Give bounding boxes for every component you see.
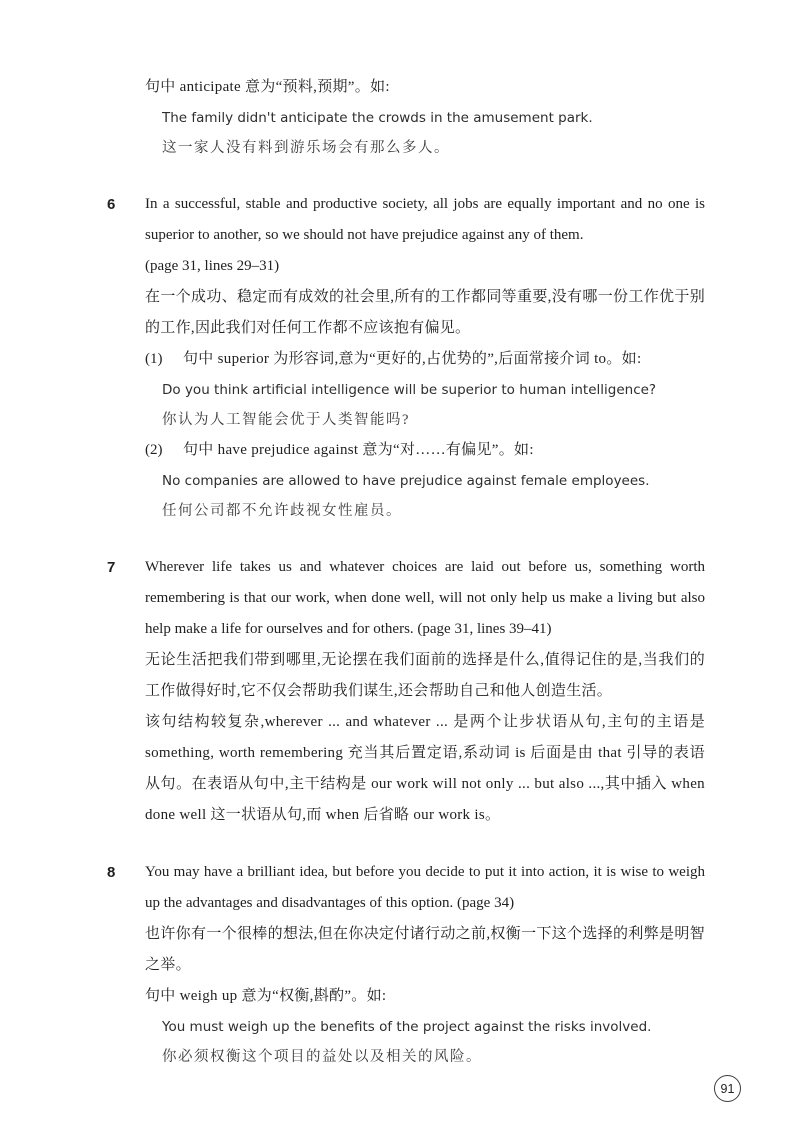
- item-number: 6: [107, 196, 116, 213]
- item-structure-analysis: 该句结构较复杂,wherever ... and whatever ... 是两个让步状语从句,主句的主语是 something, worth remembering 充当其后置定语,系动词 is 后面是由 that 引导的表语从句。在表语从句中,主干结构是 our work will not only ... but also ...,其中插入 when done well 这一状语从句,而 when 后省略 our work is。: [145, 714, 705, 823]
- subitem-1: [145, 344, 705, 435]
- numbered-item-7: [107, 552, 705, 831]
- example-translation-cn: 任何公司都不允许歧视女性雇员。: [162, 503, 402, 519]
- example-sentence-en: No companies are allowed to have prejudice against female employees.: [162, 473, 650, 489]
- page-reference: (page 31, lines 29–31): [145, 258, 280, 274]
- note-explain-text: 句中 anticipate 意为“预料,预期”。如:: [145, 79, 390, 95]
- item-translation-cn: 无论生活把我们带到哪里,无论摆在我们面前的选择是什么,值得记住的是,当我们的工作做得好时,它不仅会帮助我们谋生,还会帮助自己和他人创造生活。: [145, 652, 705, 699]
- example-translation-cn: 你认为人工智能会优于人类智能吗?: [162, 412, 410, 428]
- example-sentence-en: The family didn't anticipate the crowds in the amusement park.: [162, 110, 593, 126]
- item-sentence-en: Wherever life takes us and whatever choices are laid out before us, something worth remembering is that our work, when done well, will not only help us make a living but also help make a life for ourselves and for others. (page 31, lines 39–41): [145, 559, 705, 637]
- example-sentence-en: You must weigh up the benefits of the project against the risks involved.: [162, 1019, 652, 1035]
- subitem-explain-text: 句中 have prejudice against 意为“对……有偏见”。如:: [183, 442, 534, 458]
- note-explain-text: 句中 weigh up 意为“权衡,斟酌”。如:: [145, 988, 387, 1004]
- example-translation-cn: 这一家人没有料到游乐场会有那么多人。: [162, 140, 450, 156]
- subitem-label: (1): [145, 351, 163, 367]
- subitem-explain-text: 句中 superior 为形容词,意为“更好的,占优势的”,后面常接介词 to。如:: [183, 351, 642, 367]
- note-anticipate: [145, 72, 705, 163]
- subitem-label: (2): [145, 442, 163, 458]
- subitem-row: [145, 344, 705, 375]
- item-sentence-en: You may have a brilliant idea, but before you decide to put it into action, it is wise to weigh up the advantages and disadvantages of this option. (page 34): [145, 864, 705, 911]
- item-sentence-en: In a successful, stable and productive society, all jobs are equally important and no one is superior to another, so we should not have prejudice against any of them.: [145, 196, 705, 243]
- numbered-item-6: [107, 189, 705, 526]
- subitem-row: [145, 435, 705, 466]
- item-number: 8: [107, 864, 116, 881]
- page-number-badge: [714, 1075, 741, 1102]
- item-number: 7: [107, 559, 116, 576]
- numbered-item-8: [107, 857, 705, 1072]
- item-translation-cn: 也许你有一个很棒的想法,但在你决定付诸行动之前,权衡一下这个选择的利弊是明智之举。: [145, 926, 705, 973]
- subitem-2: [145, 435, 705, 526]
- page-content: [107, 72, 705, 1072]
- page-number: 91: [720, 1081, 735, 1096]
- example-translation-cn: 你必须权衡这个项目的益处以及相关的风险。: [162, 1049, 482, 1065]
- example-sentence-en: Do you think artificial intelligence will be superior to human intelligence?: [162, 382, 657, 398]
- item-translation-cn: 在一个成功、稳定而有成效的社会里,所有的工作都同等重要,没有哪一份工作优于别的工作,因此我们对任何工作都不应该抱有偏见。: [145, 289, 705, 336]
